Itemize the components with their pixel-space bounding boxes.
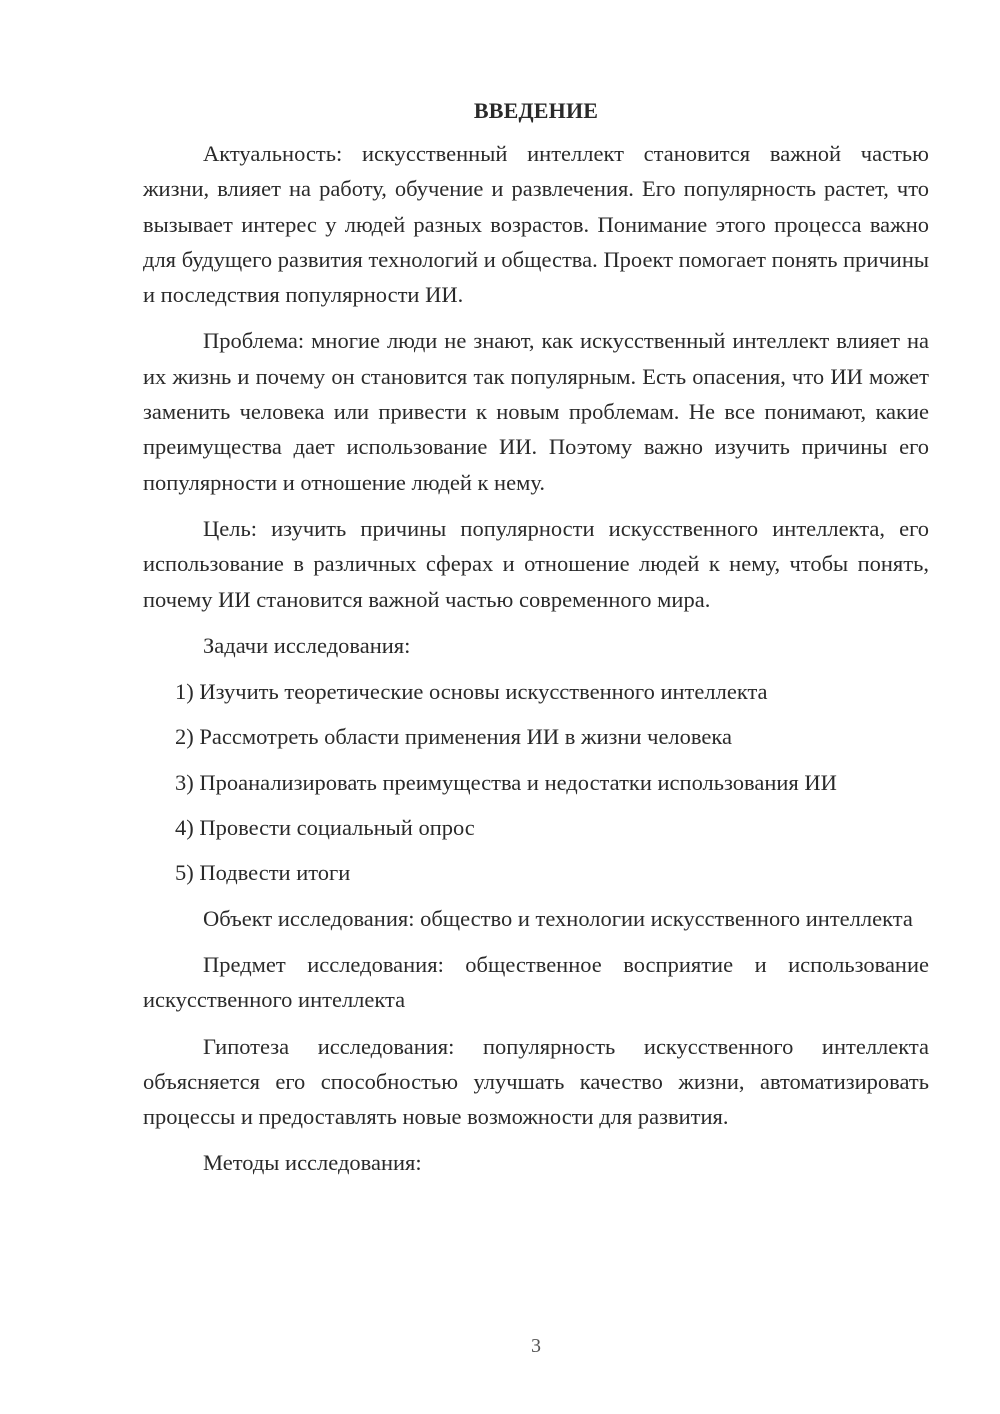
task-item: 1) Изучить теоретические основы искусственного интеллекта [175,679,768,705]
paragraph-problem: Проблема: многие люди не знают, как искусственный интеллект влияет на их жизнь и почему он становится так популярным. Есть опасения, что ИИ может заменить человека или привести к новым проблемам. Не все понимают, какие преимущества дает использование ИИ. Поэтому важно изучить причины его популярности и отношение людей к нему. [143,328,929,495]
paragraph-relevance: Актуальность: искусственный интеллект становится важной частью жизни, влияет на работу, обучение и развлечения. Его популярность растет, что вызывает интерес у людей разных возрастов. Понимание этого процесса важно для будущего развития технологий и общества. Проект помогает понять причины и последствия популярности ИИ. [143,141,929,308]
paragraph-subject: Предмет исследования: общественное восприятие и использование искусственного интеллекта [143,951,929,1013]
paragraph-object: Объект исследования: общество и технологии искусственного интеллекта [203,905,913,931]
paragraph-methods: Методы исследования: [203,1150,422,1176]
page-body [143,96,929,1192]
page-number: 3 [531,1335,541,1357]
paragraph-goal: Цель: изучить причины популярности искусственного интеллекта, его использование в различных сферах и отношение людей к нему, чтобы понять, почему ИИ становится важной частью современного мира. [143,515,929,612]
task-item: 2) Рассмотреть области применения ИИ в жизни человека [175,724,732,750]
section-title: ВВЕДЕНИЕ [473,98,599,123]
tasks-heading: Задачи исследования: [203,632,411,658]
task-item: 4) Провести социальный опрос [175,815,475,841]
task-item: 3) Проанализировать преимущества и недостатки использования ИИ [175,769,837,795]
paragraph-hypothesis: Гипотеза исследования: популярность искусственного интеллекта объясняется его способностью улучшать качество жизни, автоматизировать процессы и предоставлять новые возможности для развития. [143,1033,929,1130]
task-item: 5) Подвести итоги [175,860,351,886]
